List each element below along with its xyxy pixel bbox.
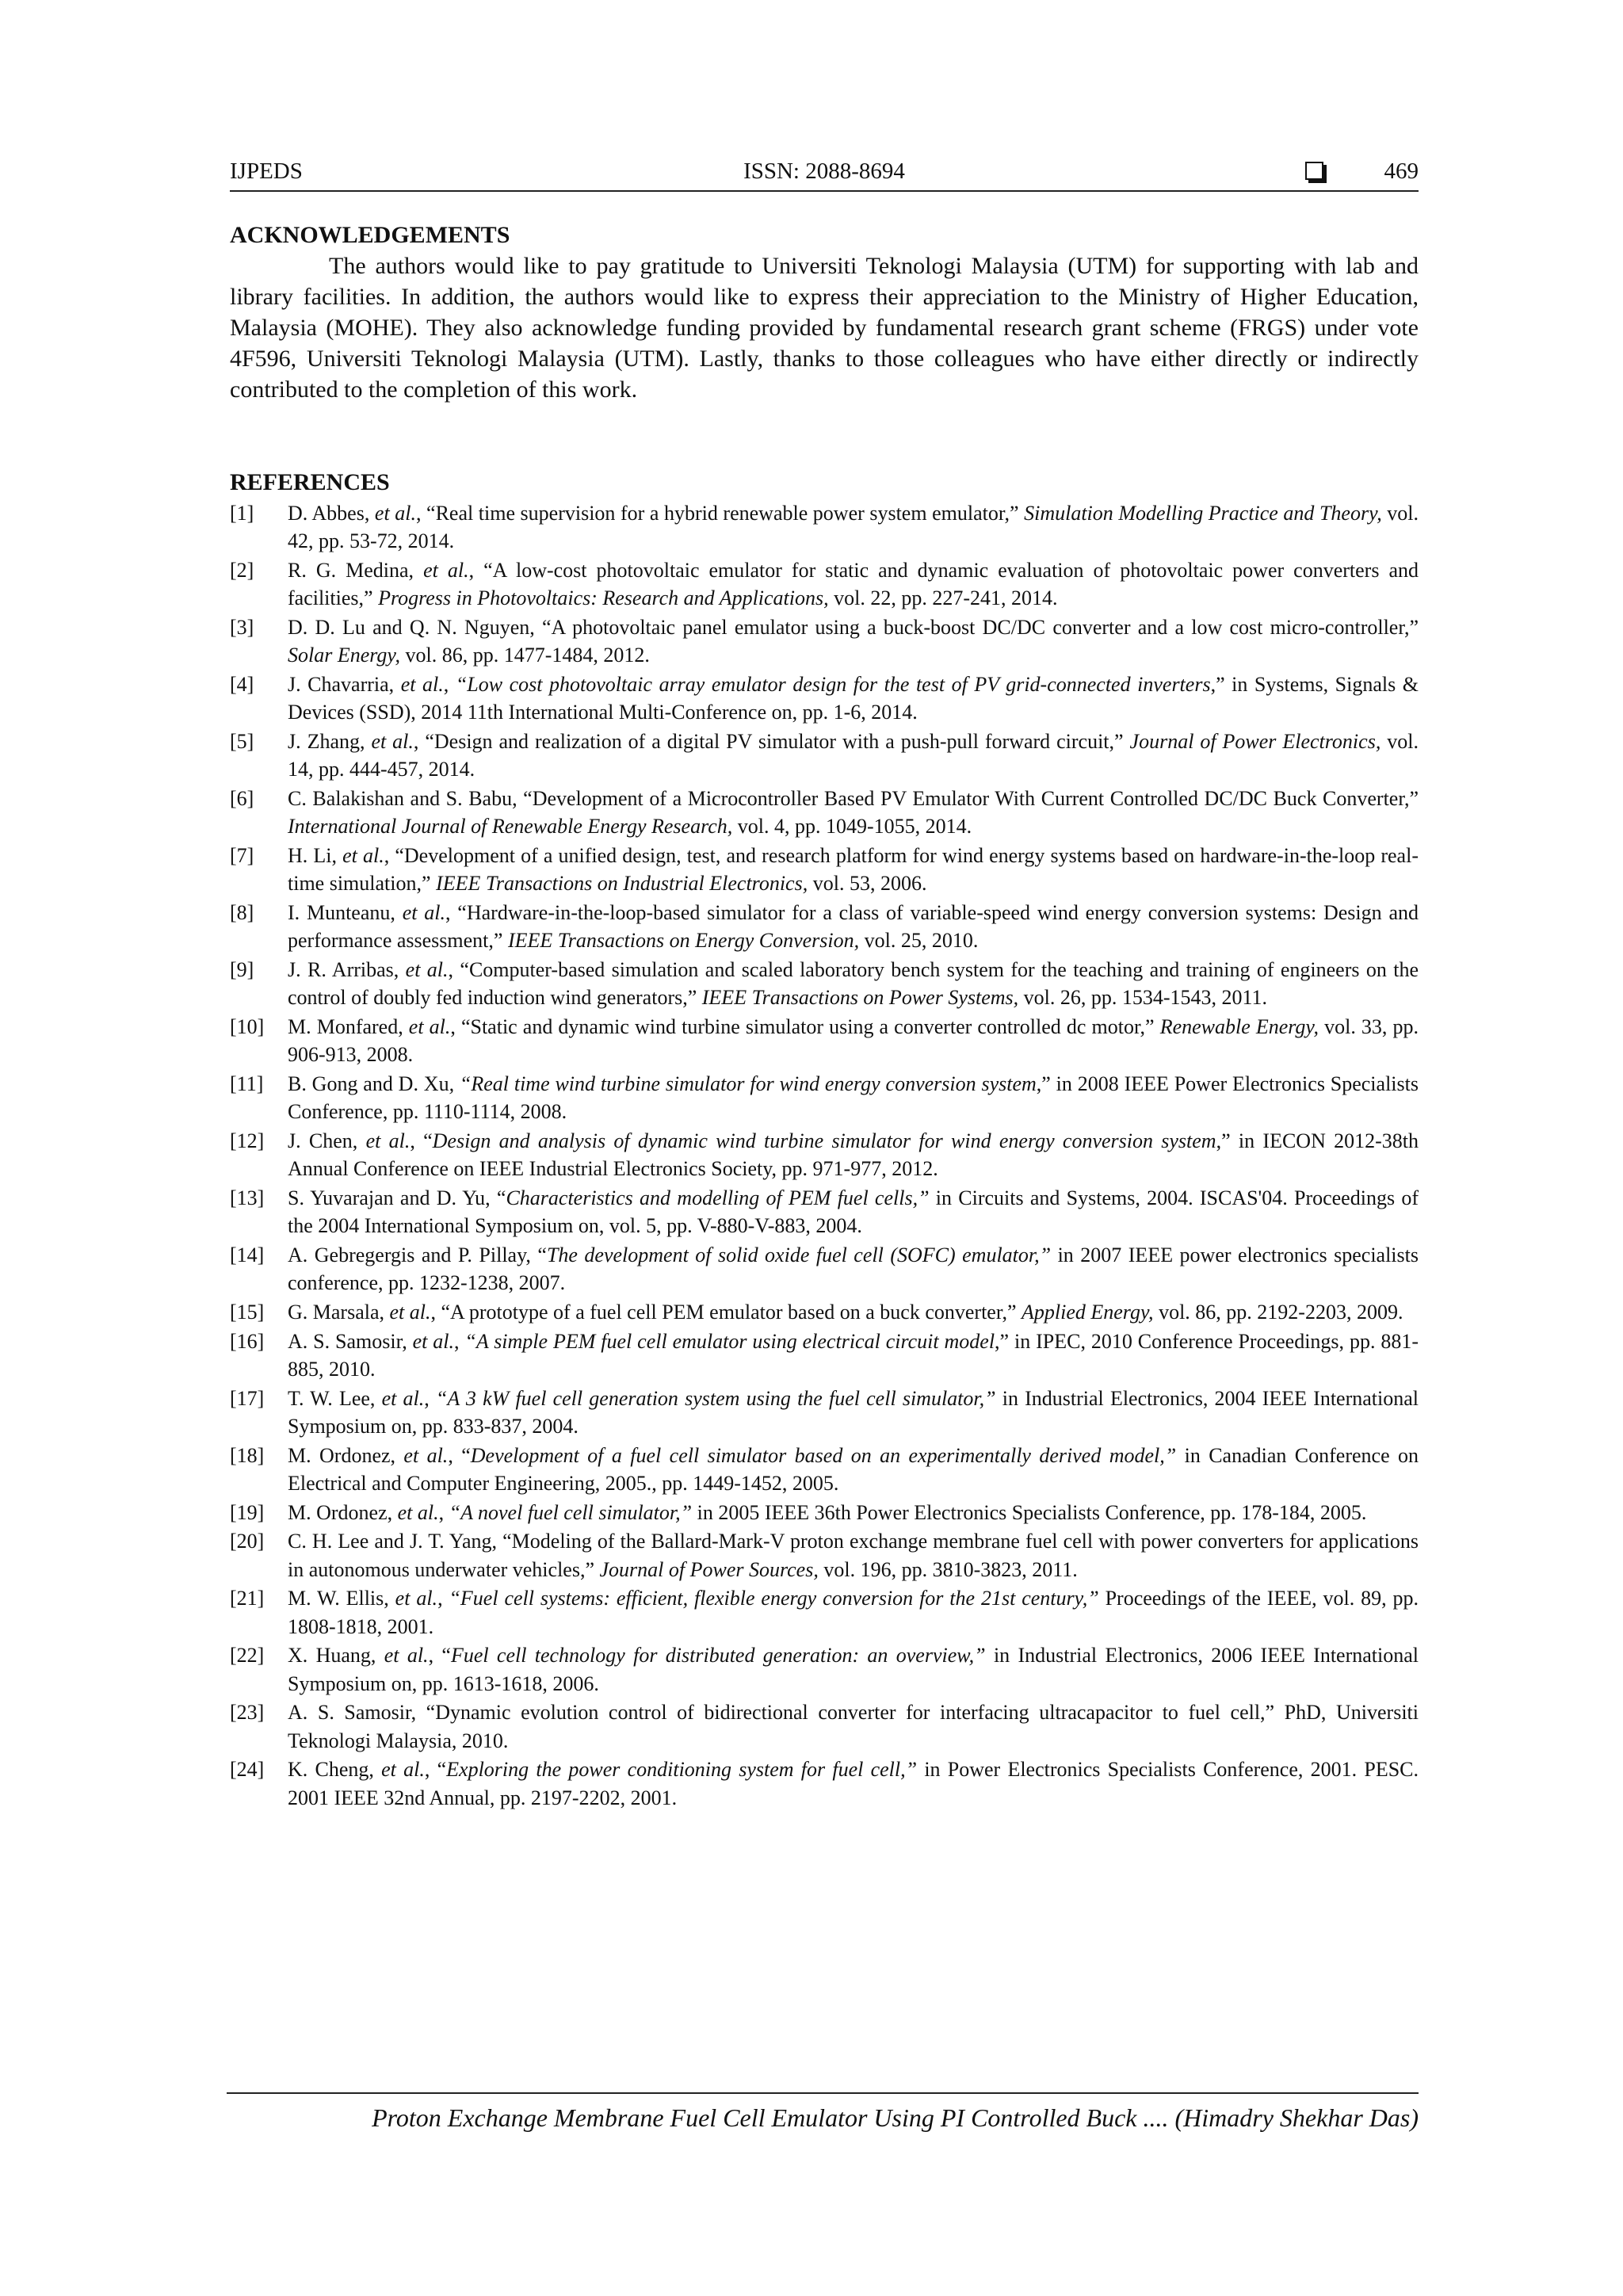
reference-segment: , (437, 1587, 449, 1610)
reference-text (288, 1072, 1419, 1123)
page-number: 469 (1384, 159, 1419, 184)
issn-label: ISSN: 2088-8694 (743, 159, 905, 184)
reference-italic-segment: et al. (412, 1329, 455, 1353)
reference-item (230, 1241, 1419, 1297)
reference-text (288, 1530, 1419, 1580)
reference-italic-segment: “Fuel cell systems: efficient, flexible energy conversion for the 21st century,” (449, 1587, 1099, 1610)
reference-number: [12] (230, 1129, 265, 1152)
reference-item (230, 842, 1419, 898)
reference-text (288, 1701, 1419, 1752)
reference-italic-segment: et al. (371, 730, 414, 753)
reference-segment: M. Ordonez, (288, 1443, 404, 1467)
reference-segment: Proceedings of the IEEE, vol. 89, pp. 1808-1818, 2001. (288, 1587, 1419, 1638)
reference-italic-segment: et al. (405, 958, 449, 981)
reference-item (230, 728, 1419, 784)
reference-number: [22] (230, 1644, 265, 1668)
reference-segment: ,” in IPEC, 2010 Conference Proceedings, pp. 881-885, 2010. (288, 1329, 1419, 1381)
reference-segment: vol. 4, pp. 1049-1055, 2014. (732, 815, 972, 839)
reference-number: [6] (230, 787, 254, 810)
reference-segment: M. W. Ellis, (288, 1587, 395, 1610)
reference-italic-segment: Applied Energy, (1022, 1301, 1154, 1324)
reference-item (230, 1385, 1419, 1441)
reference-text (288, 1501, 1366, 1524)
reference-italic-segment: Solar Energy, (288, 644, 401, 667)
reference-number: [13] (230, 1186, 265, 1209)
reference-number: [9] (230, 958, 254, 981)
reference-italic-segment: et al. (342, 844, 384, 867)
reference-italic-segment: et al. (395, 1587, 438, 1610)
reference-italic-segment: IEEE Transactions on Energy Conversion, (507, 929, 860, 953)
reference-list (230, 499, 1419, 1813)
reference-item (230, 1755, 1419, 1812)
reference-number: [7] (230, 844, 254, 867)
reference-italic-segment: et al. (374, 502, 416, 525)
reference-segment: in 2005 IEEE 36th Power Electronics Specialists Conference, pp. 178-184, 2005. (692, 1500, 1367, 1524)
reference-italic-segment: Journal of Power Sources, (599, 1557, 819, 1581)
reference-italic-segment: Renewable Energy, (1159, 1015, 1319, 1038)
reference-segment: , (443, 673, 456, 696)
reference-italic-segment: “A novel fuel cell simulator,” (449, 1500, 693, 1524)
reference-segment: in Industrial Electronics, 2006 IEEE International Symposium on, pp. 1613-1618, 2006. (288, 1644, 1419, 1695)
reference-segment: J. R. Arribas, (288, 958, 406, 981)
reference-text (288, 1587, 1419, 1637)
reference-italic-segment: Progress in Photovoltaics: Research and Applications, (378, 586, 829, 610)
reference-number: [4] (230, 673, 254, 696)
reference-segment: D. Abbes, (288, 502, 375, 525)
reference-number: [17] (230, 1386, 265, 1410)
reference-number: [18] (230, 1443, 265, 1467)
reference-number: [21] (230, 1587, 265, 1610)
reference-italic-segment: Design and analysis of dynamic wind turbine simulator for wind energy conversion system (432, 1129, 1216, 1152)
reference-number: [5] (230, 730, 254, 753)
reference-segment: C. Balakishan and S. Babu, “Development of a Microcontroller Based PV Emulator With Current Controlled DC/DC Buck Converter,” (288, 787, 1419, 810)
reference-segment: J. Chavarria, (288, 673, 401, 696)
reference-segment: vol. 86, pp. 1477-1484, 2012. (400, 644, 650, 667)
reference-item (230, 1298, 1419, 1326)
reference-segment: B. Gong and D. Xu (288, 1072, 449, 1095)
checkbox-square-icon (1305, 162, 1323, 180)
reference-text (288, 1244, 1419, 1294)
reference-segment: A. Gebregergis and P. Pillay, “ (288, 1244, 547, 1266)
reference-number: [10] (230, 1015, 265, 1038)
reference-segment: , “Static and dynamic wind turbine simulator using a converter controlled dc motor,” (450, 1015, 1160, 1038)
reference-item (230, 899, 1419, 955)
reference-segment: X. Huang, (288, 1644, 384, 1668)
reference-segment: vol. 33, pp. 906-913, 2008. (288, 1015, 1419, 1067)
reference-text (288, 1301, 1403, 1324)
reference-item (230, 1127, 1419, 1183)
reference-italic-segment: The development of solid oxide fuel cell (SOFC) emulator,” (546, 1244, 1052, 1266)
reference-item (230, 1184, 1419, 1240)
journal-name: IJPEDS (230, 159, 303, 184)
reference-item (230, 1070, 1419, 1126)
reference-italic-segment: Characteristics and modelling of PEM fuel cells,” (506, 1186, 930, 1209)
reference-item (230, 1013, 1419, 1069)
reference-segment: ,” in Systems, Signals & Devices (SSD), 2014 11th International Multi-Conference on, pp. 1-6, 2014. (288, 673, 1419, 724)
reference-segment: in Power Electronics Specialists Conference, 2001. PESC. 2001 IEEE 32nd Annual, pp. 2197-2202, 2001. (288, 1758, 1419, 1809)
reference-segment: J. Zhang, (288, 730, 372, 753)
references-heading: REFERENCES (230, 469, 390, 495)
reference-segment: , (438, 1500, 449, 1524)
reference-item (230, 1527, 1419, 1584)
reference-segment: J. Chen, (288, 1129, 366, 1152)
reference-text (288, 844, 1419, 895)
reference-segment: in Canadian Conference on Electrical and Computer Engineering, 2005., pp. 1449-1452, 2005. (288, 1443, 1419, 1495)
reference-segment: vol. 53, 2006. (808, 872, 927, 896)
reference-segment: A. S. Samosir, “Dynamic evolution control of bidirectional converter for interfacing ultracapacitor to fuel cell,” PhD, Universiti Teknologi Malaysia, 2010. (288, 1701, 1419, 1752)
reference-item (230, 1328, 1419, 1384)
reference-italic-segment: Exploring the power conditioning system for fuel cell,” (446, 1758, 918, 1782)
reference-segment: G. Marsala, (288, 1301, 390, 1324)
reference-item (230, 1442, 1419, 1498)
reference-italic-segment: et al. (408, 1015, 451, 1038)
reference-number: [16] (230, 1329, 265, 1353)
acknowledgements-body: The authors would like to pay gratitude to Universiti Teknologi Malaysia (UTM) for supporting with lab and library facilities. In addition, the authors would like to express their appreciation to the Ministry of Higher Education, Malaysia (MOHE). They also acknowledge funding provided by fundamental research grant scheme (FRGS) under vote 4F596, Universiti Teknologi Malaysia (UTM). Lastly, thanks to those colleagues who have either directly or indirectly contributed to the completion of this work. (230, 253, 1419, 403)
reference-segment: S. Yuvarajan and D. Yu, “ (288, 1186, 506, 1209)
reference-text (288, 1330, 1419, 1381)
reference-number: [1] (230, 502, 254, 525)
reference-segment: vol. 26, pp. 1534-1543, 2011. (1018, 986, 1268, 1010)
reference-segment: ,” in IECON 2012-38th Annual Conference on IEEE Industrial Electronics Society, pp. 971-977, 2012. (288, 1129, 1419, 1181)
reference-item (230, 670, 1419, 727)
reference-segment: , “ (428, 1644, 451, 1668)
reference-segment: vol. 14, pp. 444-457, 2014. (288, 730, 1419, 781)
reference-item (230, 956, 1419, 1012)
reference-number: [24] (230, 1758, 265, 1782)
reference-number: [11] (230, 1072, 264, 1095)
reference-text (288, 616, 1419, 667)
page-header (230, 152, 1419, 192)
reference-segment: vol. 25, 2010. (859, 929, 979, 953)
reference-segment: in Circuits and Systems, 2004. ISCAS'04. Proceedings of the 2004 International Symposium on, vol. 5, pp. V-880-V-883, 2004. (288, 1186, 1419, 1238)
reference-segment: in Industrial Electronics, 2004 IEEE International Symposium on, pp. 833-837, 2004. (288, 1386, 1419, 1438)
reference-italic-segment: Fuel cell technology for distributed generation: an overview,” (450, 1644, 986, 1668)
reference-italic-segment: IEEE Transactions on Power Systems, (701, 986, 1019, 1010)
reference-italic-segment: et al. (403, 1443, 449, 1467)
reference-segment: ,” in 2008 IEEE Power Electronics Specialists Conference, pp. 1110-1114, 2008. (288, 1072, 1419, 1124)
reference-number: [23] (230, 1701, 265, 1725)
reference-italic-segment: et al. (389, 1301, 431, 1324)
reference-number: [3] (230, 616, 254, 639)
reference-number: [19] (230, 1500, 265, 1524)
reference-italic-segment: et al. (423, 559, 469, 582)
reference-italic-segment: Development of a fuel cell simulator based on an experimentally derived model,” (470, 1443, 1177, 1467)
reference-segment: M. Ordonez, (288, 1500, 398, 1524)
reference-text (288, 1129, 1419, 1180)
reference-segment: I. Munteanu, (288, 901, 403, 924)
reference-text (288, 1644, 1419, 1694)
reference-item (230, 613, 1419, 670)
reference-segment: M. Monfared, (288, 1015, 409, 1038)
reference-text (288, 1186, 1419, 1237)
reference-number: [20] (230, 1530, 265, 1553)
reference-text (288, 730, 1419, 781)
reference-segment: vol. 22, pp. 227-241, 2014. (828, 586, 1058, 610)
reference-text (288, 1387, 1419, 1438)
reference-segment: vol. 86, pp. 2192-2203, 2009. (1153, 1301, 1403, 1324)
reference-italic-segment: , “Real time wind turbine simulator for wind energy conversion system (449, 1072, 1037, 1095)
reference-text (288, 1758, 1419, 1809)
reference-text (288, 502, 1419, 552)
reference-segment: C. H. Lee and J. T. Yang, “Modeling of the Ballard-Mark-V proton exchange membrane fuel cell with power converters for applications in autonomous underwater vehicles,” (288, 1530, 1419, 1581)
reference-italic-segment: Simulation Modelling Practice and Theory, (1024, 502, 1382, 525)
reference-italic-segment: et al. (365, 1129, 411, 1152)
reference-item (230, 499, 1419, 556)
reference-italic-segment: “Low cost photovoltaic array emulator design for the test of PV grid-connected inverters (455, 673, 1211, 696)
reference-segment: , “Hardware-in-the-loop-based simulator for a class of variable-speed wind energy conversion systems: Design and performance assessment,” (288, 901, 1419, 953)
reference-number: [8] (230, 901, 254, 924)
reference-segment: , (454, 1329, 465, 1353)
reference-text (288, 559, 1419, 609)
reference-segment: K. Cheng, (288, 1758, 382, 1782)
reference-text (288, 901, 1419, 952)
reference-italic-segment: et al. (381, 1758, 425, 1782)
reference-italic-segment: et al. (384, 1644, 429, 1668)
reference-segment: T. W. Lee, (288, 1386, 382, 1410)
reference-italic-segment: IEEE Transactions on Industrial Electronics, (436, 872, 808, 896)
reference-segment: D. D. Lu and Q. N. Nguyen, “A photovoltaic panel emulator using a buck-boost DC/DC converter and a low cost micro-controller,” (288, 616, 1419, 639)
acknowledgements-heading: ACKNOWLEDGEMENTS (230, 222, 510, 248)
reference-segment: , “ (424, 1758, 447, 1782)
reference-segment: , (424, 1386, 436, 1410)
reference-italic-segment: et al. (381, 1386, 425, 1410)
reference-segment: , “Computer-based simulation and scaled laboratory bench system for the teaching and training of engineers on the control of doubly fed induction wind generators,” (288, 958, 1419, 1010)
reference-item (230, 1641, 1419, 1698)
reference-italic-segment: “A 3 kW fuel cell generation system using the fuel cell simulator,” (435, 1386, 996, 1410)
reference-item (230, 1499, 1419, 1526)
reference-italic-segment: et al. (397, 1500, 439, 1524)
footer-running-title: Proton Exchange Membrane Fuel Cell Emulator Using PI Controlled Buck .... (Himadry Shekhar Das) (372, 2103, 1419, 2132)
reference-text (288, 958, 1419, 1009)
reference-segment: , “Design and realization of a digital PV simulator with a push-pull forward circuit,” (413, 730, 1130, 753)
reference-number: [14] (230, 1244, 265, 1266)
reference-italic-segment: “A simple PEM fuel cell emulator using electrical circuit model (464, 1329, 995, 1353)
reference-segment: R. G. Medina, (288, 559, 424, 582)
reference-item (230, 785, 1419, 841)
reference-italic-segment: et al. (400, 673, 444, 696)
reference-segment: , “Real time supervision for a hybrid renewable power system emulator,” (415, 502, 1025, 525)
reference-number: [2] (230, 559, 254, 582)
reference-item (230, 1584, 1419, 1641)
reference-item (230, 556, 1419, 613)
reference-segment: , “A prototype of a fuel cell PEM emulator based on a buck converter,” (430, 1301, 1022, 1324)
reference-segment: , “Development of a unified design, test, and research platform for wind energy systems based on hardware-in-the-loop real-time simulation,” (288, 844, 1419, 896)
reference-segment: , “ (410, 1129, 433, 1152)
reference-text (288, 787, 1419, 838)
reference-text (288, 1015, 1419, 1066)
reference-italic-segment: et al. (402, 901, 445, 924)
footer-rule (227, 2092, 1419, 2094)
reference-text (288, 673, 1419, 724)
reference-text (288, 1444, 1419, 1495)
reference-segment: in 2007 IEEE power electronics specialists conference, pp. 1232-1238, 2007. (288, 1244, 1419, 1295)
document-page (230, 0, 1419, 2296)
reference-segment: , “ (448, 1443, 471, 1467)
reference-segment: , “A low-cost photovoltaic emulator for static and dynamic evaluation of photovoltaic power converters and facilities,” (288, 559, 1419, 610)
reference-item (230, 1698, 1419, 1755)
reference-segment: vol. 196, pp. 3810-3823, 2011. (818, 1557, 1078, 1581)
reference-italic-segment: International Journal of Renewable Energy Research, (288, 815, 733, 839)
reference-segment: vol. 42, pp. 53-72, 2014. (288, 502, 1419, 553)
reference-number: [15] (230, 1301, 265, 1324)
reference-segment: A. S. Samosir, (288, 1329, 413, 1353)
reference-italic-segment: Journal of Power Electronics, (1129, 730, 1381, 753)
reference-segment: H. Li, (288, 844, 343, 867)
